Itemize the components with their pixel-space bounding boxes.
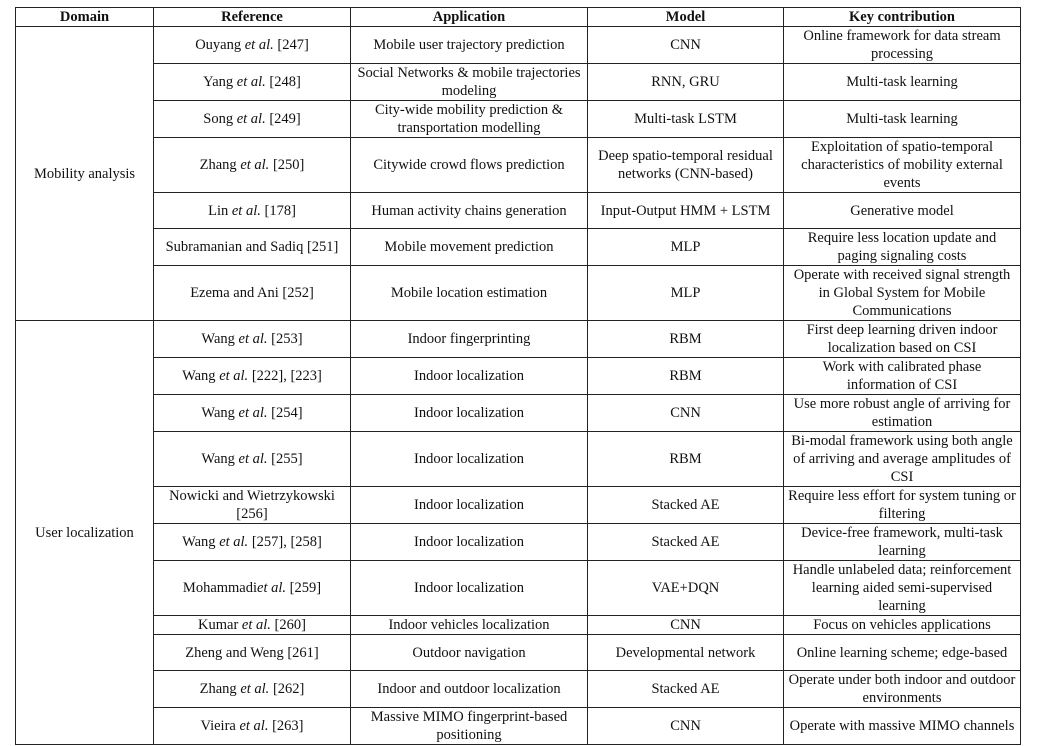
application-cell: Outdoor navigation: [351, 635, 588, 671]
table-row: [16, 64, 1021, 101]
table-row: [16, 524, 1021, 561]
reference-author: Zhang: [199, 157, 241, 173]
reference-cell: [154, 321, 351, 358]
key-contribution-cell: Online framework for data stream processing: [784, 27, 1021, 64]
key-contribution-cell: Require less effort for system tuning or filtering: [784, 487, 1021, 524]
reference-citation: [259]: [286, 580, 322, 596]
application-cell: Massive MIMO fingerprint-based positioning: [351, 708, 588, 745]
reference-cell: [154, 708, 351, 745]
reference-author: Wang: [182, 368, 220, 384]
model-cell: MLP: [588, 229, 784, 266]
reference-author: Wang: [182, 534, 220, 550]
reference-citation: [254]: [267, 405, 303, 421]
application-cell: Indoor vehicles localization: [351, 616, 588, 635]
reference-cell: [154, 101, 351, 138]
reference-etal: et al.: [219, 534, 249, 550]
model-cell: RNN, GRU: [588, 64, 784, 101]
header-domain: Domain: [16, 8, 154, 27]
model-cell: CNN: [588, 395, 784, 432]
application-cell: Indoor localization: [351, 395, 588, 432]
reference-author: Zheng and Weng [261]: [185, 644, 319, 661]
reference-author: Ouyang: [195, 37, 245, 53]
table-row: [16, 101, 1021, 138]
reference-author: Wang: [201, 451, 239, 467]
key-contribution-cell: Bi-modal framework using both angle of arriving and average amplitudes of CSI: [784, 432, 1021, 487]
model-cell: Multi-task LSTM: [588, 101, 784, 138]
reference-author: Wang: [201, 331, 239, 347]
reference-citation: [262]: [269, 681, 305, 697]
reference-cell: [154, 432, 351, 487]
reference-cell: [154, 138, 351, 193]
reference-etal: et al.: [238, 451, 268, 467]
reference-citation: [260]: [270, 617, 306, 633]
model-cell: VAE+DQN: [588, 561, 784, 616]
application-cell: Indoor localization: [351, 524, 588, 561]
reference-citation: [263]: [268, 718, 304, 734]
reference-etal: et al.: [238, 331, 268, 347]
key-contribution-cell: Generative model: [784, 193, 1021, 229]
table-body: [16, 27, 1021, 745]
table-row: [16, 487, 1021, 524]
key-contribution-cell: Multi-task learning: [784, 64, 1021, 101]
application-cell: Mobile movement prediction: [351, 229, 588, 266]
reference-etal: et al.: [241, 617, 271, 633]
model-cell: Input-Output HMM + LSTM: [588, 193, 784, 229]
model-cell: MLP: [588, 266, 784, 321]
header-reference: Reference: [154, 8, 351, 27]
reference-author: Mohammadi: [182, 580, 258, 596]
table-row: [16, 27, 1021, 64]
reference-citation: [250]: [269, 157, 305, 173]
key-contribution-cell: Handle unlabeled data; reinforcement learning aided semi-supervised learning: [784, 561, 1021, 616]
table-row: [16, 358, 1021, 395]
model-cell: CNN: [588, 616, 784, 635]
application-cell: Indoor localization: [351, 487, 588, 524]
reference-cell: [154, 27, 351, 64]
reference-cell: [154, 229, 351, 266]
header-application: Application: [351, 8, 588, 27]
reference-etal: et al.: [236, 74, 266, 90]
table-row: [16, 432, 1021, 487]
header-row: [16, 8, 1021, 27]
application-cell: Indoor localization: [351, 561, 588, 616]
reference-author: Song: [203, 111, 237, 127]
reference-author: Subramanian and Sadiq [251]: [165, 239, 339, 255]
reference-author: Yang: [203, 74, 237, 90]
model-cell: RBM: [588, 432, 784, 487]
reference-cell: [154, 616, 351, 635]
table-row: [16, 266, 1021, 321]
reference-cell: [154, 635, 351, 671]
key-contribution-cell: Focus on vehicles applications: [784, 616, 1021, 635]
reference-etal: et al.: [244, 37, 274, 53]
application-cell: Social Networks & mobile trajectories modeling: [351, 64, 588, 101]
model-cell: RBM: [588, 321, 784, 358]
reference-etal: et al.: [238, 405, 268, 421]
reference-citation: [222], [223]: [248, 368, 322, 384]
key-contribution-cell: Exploitation of spatio-temporal characteristics of mobility external events: [784, 138, 1021, 193]
reference-etal: et al.: [240, 157, 270, 173]
table-row: [16, 561, 1021, 616]
key-contribution-cell: Operate under both indoor and outdoor environments: [784, 671, 1021, 708]
reference-cell: [154, 487, 351, 524]
table-row: [16, 321, 1021, 358]
key-contribution-cell: Work with calibrated phase information of CSI: [784, 358, 1021, 395]
reference-author: Vieira: [200, 718, 240, 734]
table-row: [16, 616, 1021, 635]
key-contribution-cell: Use more robust angle of arriving for estimation: [784, 395, 1021, 432]
reference-cell: [154, 64, 351, 101]
domain-cell: Mobility analysis: [16, 27, 154, 321]
reference-cell: [154, 266, 351, 321]
table-row: [16, 635, 1021, 671]
table-row: [16, 229, 1021, 266]
model-cell: RBM: [588, 358, 784, 395]
reference-author: Zhang: [199, 681, 241, 697]
reference-citation: [247]: [273, 37, 309, 53]
reference-etal: et al.: [240, 681, 270, 697]
reference-etal: et al.: [257, 580, 287, 596]
table-row: [16, 138, 1021, 193]
application-cell: Citywide crowd flows prediction: [351, 138, 588, 193]
table-row: [16, 671, 1021, 708]
application-cell: Mobile location estimation: [351, 266, 588, 321]
table-row: [16, 395, 1021, 432]
key-contribution-cell: Multi-task learning: [784, 101, 1021, 138]
reference-citation: [255]: [267, 451, 303, 467]
reference-citation: [178]: [260, 202, 296, 219]
comparison-table: [15, 7, 1021, 745]
reference-citation: [257], [258]: [248, 534, 322, 550]
model-cell: Stacked AE: [588, 487, 784, 524]
reference-author: Ezema and Ani [252]: [190, 285, 314, 301]
key-contribution-cell: Operate with received signal strength in Global System for Mobile Communications: [784, 266, 1021, 321]
key-contribution-cell: Online learning scheme; edge-based: [784, 635, 1021, 671]
header-key-contribution: Key contribution: [784, 8, 1021, 27]
model-cell: Deep spatio-temporal residual networks (CNN-based): [588, 138, 784, 193]
reference-etal: et al.: [236, 111, 266, 127]
reference-etal: et al.: [231, 202, 261, 219]
reference-author: Lin: [208, 202, 232, 219]
application-cell: Human activity chains generation: [351, 193, 588, 229]
reference-citation: [248]: [265, 74, 301, 90]
reference-cell: [154, 561, 351, 616]
header-model: Model: [588, 8, 784, 27]
table-row: [16, 193, 1021, 229]
application-cell: Indoor and outdoor localization: [351, 671, 588, 708]
application-cell: Indoor localization: [351, 432, 588, 487]
reference-cell: [154, 358, 351, 395]
key-contribution-cell: Device-free framework, multi-task learning: [784, 524, 1021, 561]
model-cell: CNN: [588, 708, 784, 745]
reference-etal: et al.: [219, 368, 249, 384]
reference-cell: [154, 671, 351, 708]
application-cell: City-wide mobility prediction & transportation modelling: [351, 101, 588, 138]
reference-author: Nowicki and Wietrzykowski [256]: [169, 488, 335, 522]
reference-cell: [154, 193, 351, 229]
key-contribution-cell: First deep learning driven indoor localization based on CSI: [784, 321, 1021, 358]
domain-cell: User localization: [16, 321, 154, 745]
model-cell: Stacked AE: [588, 524, 784, 561]
reference-citation: [253]: [267, 331, 303, 347]
key-contribution-cell: Operate with massive MIMO channels: [784, 708, 1021, 745]
model-cell: CNN: [588, 27, 784, 64]
application-cell: Indoor fingerprinting: [351, 321, 588, 358]
model-cell: Developmental network: [588, 635, 784, 671]
reference-cell: [154, 395, 351, 432]
reference-etal: et al.: [239, 718, 269, 734]
model-cell: Stacked AE: [588, 671, 784, 708]
reference-author: Kumar: [198, 617, 242, 633]
application-cell: Mobile user trajectory prediction: [351, 27, 588, 64]
reference-citation: [249]: [265, 111, 301, 127]
application-cell: Indoor localization: [351, 358, 588, 395]
table-row: [16, 708, 1021, 745]
reference-author: Wang: [201, 405, 239, 421]
reference-cell: [154, 524, 351, 561]
key-contribution-cell: Require less location update and paging signaling costs: [784, 229, 1021, 266]
